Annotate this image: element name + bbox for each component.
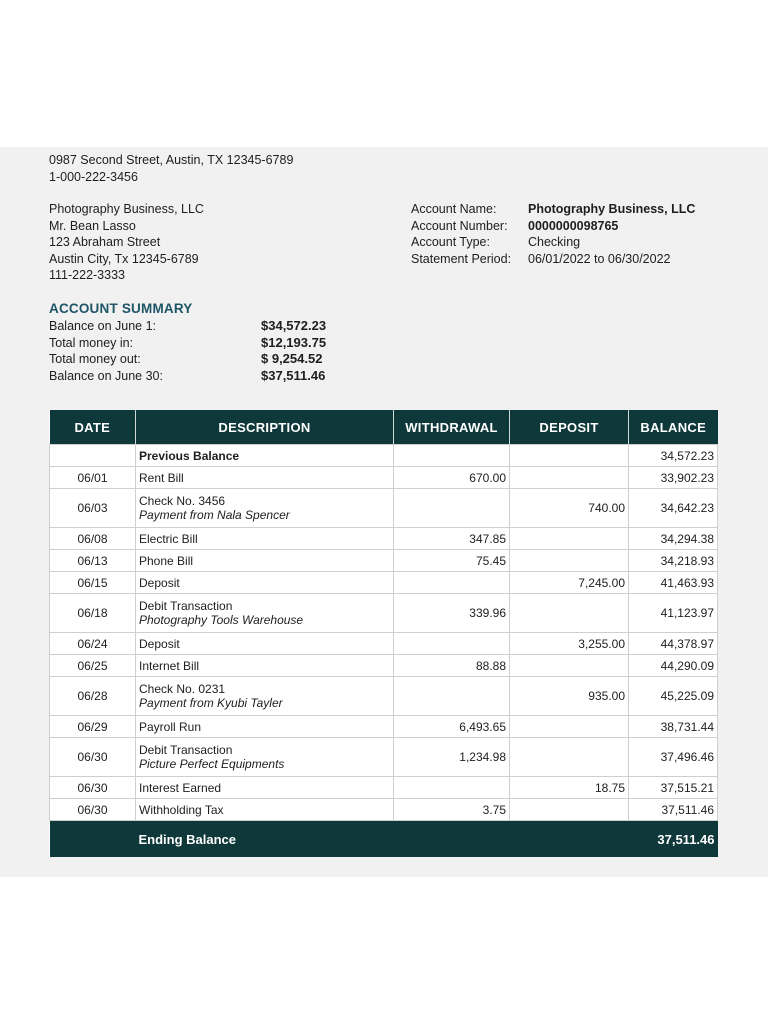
cell-withdrawal bbox=[394, 777, 510, 799]
cell-balance: 38,731.44 bbox=[629, 716, 718, 738]
column-header-description: DESCRIPTION bbox=[136, 410, 394, 445]
cell-balance: 44,378.97 bbox=[629, 633, 718, 655]
cell-deposit: 3,255.00 bbox=[510, 633, 629, 655]
description-main: Check No. 0231 bbox=[139, 682, 226, 696]
cell-balance: 37,511.46 bbox=[629, 799, 718, 821]
description-main: Check No. 3456 bbox=[139, 494, 226, 508]
cell-withdrawal bbox=[394, 445, 510, 467]
cell-deposit bbox=[510, 716, 629, 738]
cell-deposit: 740.00 bbox=[510, 489, 629, 528]
table-row bbox=[50, 716, 718, 738]
account-summary bbox=[49, 318, 326, 384]
summary-label: Balance on June 30: bbox=[49, 368, 163, 383]
cell-balance: 41,123.97 bbox=[629, 594, 718, 633]
table-row bbox=[50, 677, 718, 716]
table-header-row bbox=[50, 410, 718, 445]
description-main: Rent Bill bbox=[139, 470, 184, 485]
table-row bbox=[50, 445, 718, 467]
cell-balance: 34,572.23 bbox=[629, 445, 718, 467]
description-main: Interest Earned bbox=[139, 780, 222, 795]
cell-description bbox=[136, 738, 394, 777]
table-row bbox=[50, 572, 718, 594]
description-main: Previous Balance bbox=[139, 448, 240, 463]
summary-value: $37,511.46 bbox=[261, 367, 326, 383]
cell-deposit bbox=[510, 550, 629, 572]
cell-withdrawal: 339.96 bbox=[394, 594, 510, 633]
table-row bbox=[50, 799, 718, 821]
description-detail: Payment from Kyubi Tayler bbox=[139, 696, 283, 710]
cell-description bbox=[136, 467, 394, 489]
cell-date: 06/30 bbox=[50, 738, 136, 777]
cell-date: 06/18 bbox=[50, 594, 136, 633]
cell-deposit bbox=[510, 799, 629, 821]
ending-balance-row bbox=[50, 821, 718, 858]
bank-address: 0987 Second Street, Austin, TX 12345-6789 bbox=[49, 153, 294, 167]
bank-phone: 1-000-222-3456 bbox=[49, 169, 138, 184]
table-row bbox=[50, 777, 718, 799]
cell-deposit bbox=[510, 467, 629, 489]
cell-withdrawal: 670.00 bbox=[394, 467, 510, 489]
cell-deposit: 935.00 bbox=[510, 677, 629, 716]
account-name-value: Photography Business, LLC bbox=[528, 202, 696, 216]
cell-date: 06/30 bbox=[50, 799, 136, 821]
cell-balance: 37,496.46 bbox=[629, 738, 718, 777]
account-info bbox=[411, 201, 695, 267]
cell-date: 06/25 bbox=[50, 655, 136, 677]
cell-date: 06/01 bbox=[50, 467, 136, 489]
cell-date: 06/24 bbox=[50, 633, 136, 655]
table-row bbox=[50, 467, 718, 489]
table-row bbox=[50, 489, 718, 528]
ending-balance-label: Ending Balance bbox=[136, 821, 394, 858]
bank-info bbox=[49, 152, 293, 185]
table-row bbox=[50, 633, 718, 655]
cell-balance: 34,294.38 bbox=[629, 528, 718, 550]
table-row bbox=[50, 594, 718, 633]
cell-deposit bbox=[510, 655, 629, 677]
column-header-withdrawal: WITHDRAWAL bbox=[394, 410, 510, 445]
description-main: Electric Bill bbox=[139, 531, 198, 546]
cell-withdrawal: 75.45 bbox=[394, 550, 510, 572]
cell-deposit: 7,245.00 bbox=[510, 572, 629, 594]
customer-info bbox=[49, 201, 204, 284]
statement-period-label: Statement Period: bbox=[411, 251, 512, 266]
cell-description bbox=[136, 633, 394, 655]
customer-line: 123 Abraham Street bbox=[49, 235, 161, 249]
cell-deposit bbox=[510, 445, 629, 467]
cell-withdrawal: 347.85 bbox=[394, 528, 510, 550]
cell-deposit bbox=[510, 528, 629, 550]
description-detail: Photography Tools Warehouse bbox=[139, 613, 304, 627]
cell-withdrawal: 88.88 bbox=[394, 655, 510, 677]
description-main: Deposit bbox=[139, 575, 180, 590]
summary-label: Total money in: bbox=[49, 335, 134, 350]
description-main: Withholding Tax bbox=[139, 802, 224, 817]
cell-withdrawal: 1,234.98 bbox=[394, 738, 510, 777]
table-row bbox=[50, 528, 718, 550]
table-row bbox=[50, 550, 718, 572]
cell-deposit: 18.75 bbox=[510, 777, 629, 799]
summary-label: Total money out: bbox=[49, 352, 141, 366]
cell-balance: 41,463.93 bbox=[629, 572, 718, 594]
summary-value: $12,193.75 bbox=[261, 334, 327, 350]
account-type-value: Checking bbox=[528, 235, 581, 249]
cell-date: 06/03 bbox=[50, 489, 136, 528]
cell-date: 06/30 bbox=[50, 777, 136, 799]
cell-withdrawal bbox=[394, 677, 510, 716]
account-summary-title: ACCOUNT SUMMARY bbox=[49, 301, 193, 316]
summary-value: $34,572.23 bbox=[261, 318, 327, 333]
cell-description bbox=[136, 777, 394, 799]
cell-description bbox=[136, 677, 394, 716]
description-main: Debit Transaction bbox=[139, 743, 233, 757]
ending-balance-value: 37,511.46 bbox=[629, 821, 718, 858]
cell-balance: 34,218.93 bbox=[629, 550, 718, 572]
summary-value: $ 9,254.52 bbox=[261, 351, 323, 366]
table-row bbox=[50, 738, 718, 777]
account-type-label: Account Type: bbox=[411, 235, 490, 249]
description-main: Payroll Run bbox=[139, 719, 202, 734]
customer-line: Mr. Bean Lasso bbox=[49, 218, 136, 233]
cell-description bbox=[136, 655, 394, 677]
statement-period-value: 06/01/2022 to 06/30/2022 bbox=[528, 251, 671, 266]
description-detail: Picture Perfect Equipments bbox=[139, 757, 285, 771]
cell-description bbox=[136, 799, 394, 821]
column-header-deposit: DEPOSIT bbox=[510, 410, 629, 445]
cell-description bbox=[136, 550, 394, 572]
cell-deposit bbox=[510, 594, 629, 633]
cell-withdrawal: 6,493.65 bbox=[394, 716, 510, 738]
cell-withdrawal bbox=[394, 633, 510, 655]
ending-spacer bbox=[510, 821, 629, 858]
summary-label: Balance on June 1: bbox=[49, 319, 157, 333]
description-main: Internet Bill bbox=[139, 658, 200, 673]
cell-withdrawal bbox=[394, 572, 510, 594]
cell-description bbox=[136, 572, 394, 594]
customer-line: Austin City, Tx 12345-6789 bbox=[49, 251, 199, 266]
cell-description bbox=[136, 594, 394, 633]
cell-date: 06/13 bbox=[50, 550, 136, 572]
cell-balance: 45,225.09 bbox=[629, 677, 718, 716]
ending-spacer bbox=[394, 821, 510, 858]
account-number-value: 0000000098765 bbox=[528, 218, 619, 233]
cell-balance: 37,515.21 bbox=[629, 777, 718, 799]
cell-date: 06/08 bbox=[50, 528, 136, 550]
description-detail: Payment from Nala Spencer bbox=[139, 508, 290, 522]
cell-withdrawal bbox=[394, 489, 510, 528]
cell-balance: 34,642.23 bbox=[629, 489, 718, 528]
description-main: Phone Bill bbox=[139, 553, 194, 568]
description-main: Debit Transaction bbox=[139, 599, 233, 613]
customer-line: 111-222-3333 bbox=[49, 268, 125, 282]
cell-description bbox=[136, 528, 394, 550]
cell-withdrawal: 3.75 bbox=[394, 799, 510, 821]
cell-date: 06/29 bbox=[50, 716, 136, 738]
column-header-balance: BALANCE bbox=[629, 410, 718, 445]
account-number-label: Account Number: bbox=[411, 218, 508, 233]
column-header-date: DATE bbox=[50, 410, 136, 445]
ending-spacer bbox=[50, 821, 136, 858]
cell-date: 06/28 bbox=[50, 677, 136, 716]
cell-description bbox=[136, 489, 394, 528]
table-row bbox=[50, 655, 718, 677]
cell-balance: 33,902.23 bbox=[629, 467, 718, 489]
cell-description bbox=[136, 716, 394, 738]
cell-date bbox=[50, 445, 136, 467]
cell-balance: 44,290.09 bbox=[629, 655, 718, 677]
cell-date: 06/15 bbox=[50, 572, 136, 594]
cell-description bbox=[136, 445, 394, 467]
description-main: Deposit bbox=[139, 636, 180, 651]
transactions-table bbox=[49, 410, 718, 857]
customer-line: Photography Business, LLC bbox=[49, 202, 204, 216]
cell-deposit bbox=[510, 738, 629, 777]
transactions-body bbox=[50, 445, 718, 821]
account-name-label: Account Name: bbox=[411, 202, 497, 216]
